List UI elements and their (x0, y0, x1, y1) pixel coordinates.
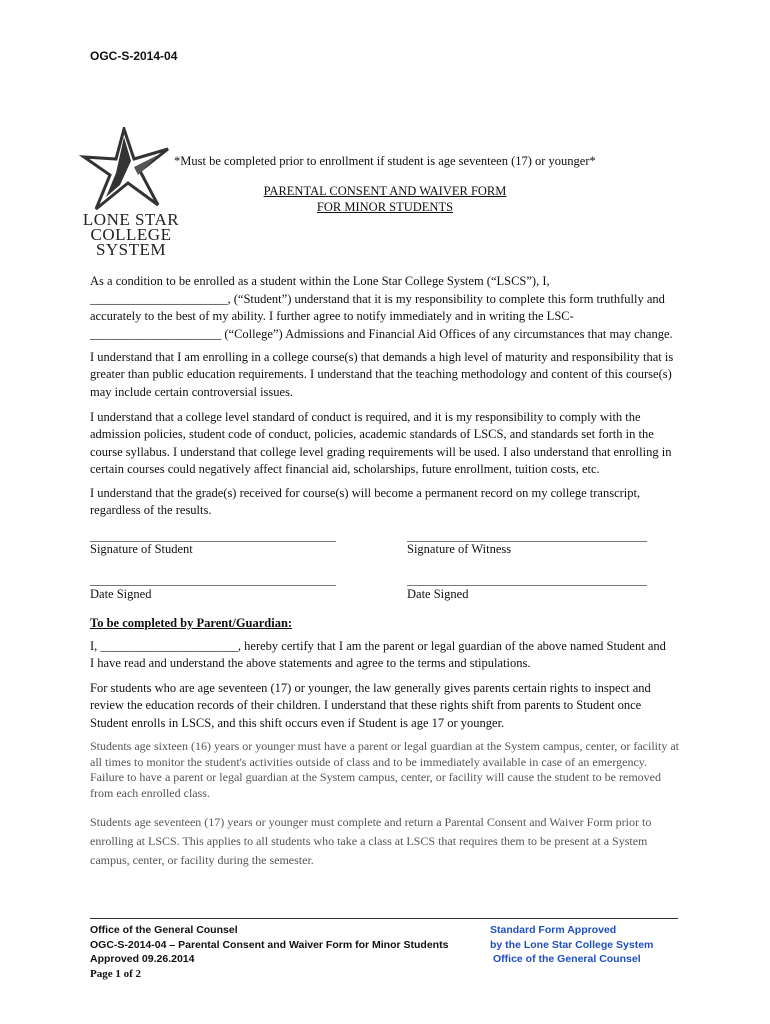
footer-approved-date: Approved 09.26.2014 (90, 953, 195, 965)
records-rights-paragraph: For students who are age seventeen (17) or younger, the law generally gives parents certain rights to inspect and review the education records of their children. I understand that these rights shift from parents to Student once Student enrolls in LSCS, and this shift occurs even if Student is age 17 or younger. (90, 681, 651, 730)
footer-approval (490, 923, 653, 967)
footer-office: Office of the General Counsel (90, 924, 238, 936)
conduct-paragraph: I understand that a college level standard of conduct is required, and it is my responsibility to comply with the admission policies, student code of conduct, policies, academic standards of LSCS, and standards set forth in the course syllabus. I understand that college level grading requirements will be used. I also understand that enrolling in certain courses could negatively affect financial aid, scholarships, future enrollment, tuition costs, etc. (90, 410, 672, 477)
paragraph-line: As a condition to be enrolled as a student within the Lone Star College System (“LSCS”), I, (90, 274, 550, 288)
guardian-certify-paragraph (90, 638, 682, 673)
student-signature-label: Signature of Student (90, 542, 193, 556)
paragraph-line: accurately to the best of my ability. I further agree to notify immediately and in writing the LSC- (90, 309, 574, 324)
paragraph-line: I, ______________________, hereby certify that I am the parent or legal guardian of the above named Student and (90, 639, 666, 653)
enrollment-notice: *Must be completed prior to enrollment if student is age seventeen (17) or younger* (174, 154, 596, 168)
sixteen-rule-paragraph: Students age sixteen (16) years or younger must have a parent or legal guardian at the System campus, center, or facility at all times to monitor the student's activities outside of class and to be immediately available in case of an emergency. Failure to have a parent or legal guardian at the System campus, center, or facility will cause the student to be removed from each enrolled class. (90, 739, 679, 800)
logo-text-line: LONE STAR (82, 210, 180, 229)
approval-line: Office of the General Counsel (493, 953, 641, 965)
paragraph-line: ______________________, (“Student”) understand that it is my responsibility to complete this form truthfully and (90, 291, 665, 306)
paragraph-line: I have read and understand the above statements and agree to the terms and stipulations. (90, 656, 531, 671)
logo-text-line: SYSTEM (95, 240, 167, 259)
form-title-line1: PARENTAL CONSENT AND WAIVER FORM (263, 184, 507, 198)
document-id: OGC-S-2014-04 (90, 49, 178, 63)
approval-line: Standard Form Approved (490, 924, 617, 936)
footer-divider (90, 918, 678, 919)
footer-left (90, 923, 448, 981)
student-date-line[interactable] (90, 585, 336, 586)
transcript-paragraph: I understand that the grade(s) received for course(s) will become a permanent record on my college transcript, regardless of the results. (90, 486, 641, 518)
guardian-heading: To be completed by Parent/Guardian: (90, 616, 293, 630)
condition-paragraph (90, 273, 682, 343)
footer-form-name: OGC-S-2014-04 – Parental Consent and Waiver Form for Minor Students (90, 938, 449, 951)
witness-date-label: Date Signed (407, 587, 469, 601)
lone-star-college-logo (76, 127, 186, 267)
witness-signature-label: Signature of Witness (407, 542, 512, 556)
star-icon (76, 127, 186, 215)
form-title-line2: FOR MINOR STUDENTS (316, 200, 454, 214)
maturity-paragraph: I understand that I am enrolling in a college course(s) that demands a high level of maturity and responsibility that is greater than public education requirements. I understand that the teaching methodology and content of this course(s) may include certain controversial issues. (90, 350, 674, 399)
form-title (250, 183, 520, 215)
logo-text-line: COLLEGE (90, 225, 172, 244)
student-date-label: Date Signed (90, 587, 152, 601)
witness-date-line[interactable] (407, 585, 647, 586)
approval-line: by the Lone Star College System (490, 938, 654, 951)
page-number: Page 1 of 2 (90, 967, 142, 980)
seventeen-rule-paragraph: Students age seventeen (17) years or younger must complete and return a Parental Consent and Waiver Form prior to enrolling at LSCS. This applies to all students who take a class at LSCS that requires them to be present at a System campus, center, or facility during the semester. (90, 815, 652, 867)
paragraph-line: _____________________ (“College”) Admissions and Financial Aid Offices of any circumstances that may change. (90, 326, 673, 341)
